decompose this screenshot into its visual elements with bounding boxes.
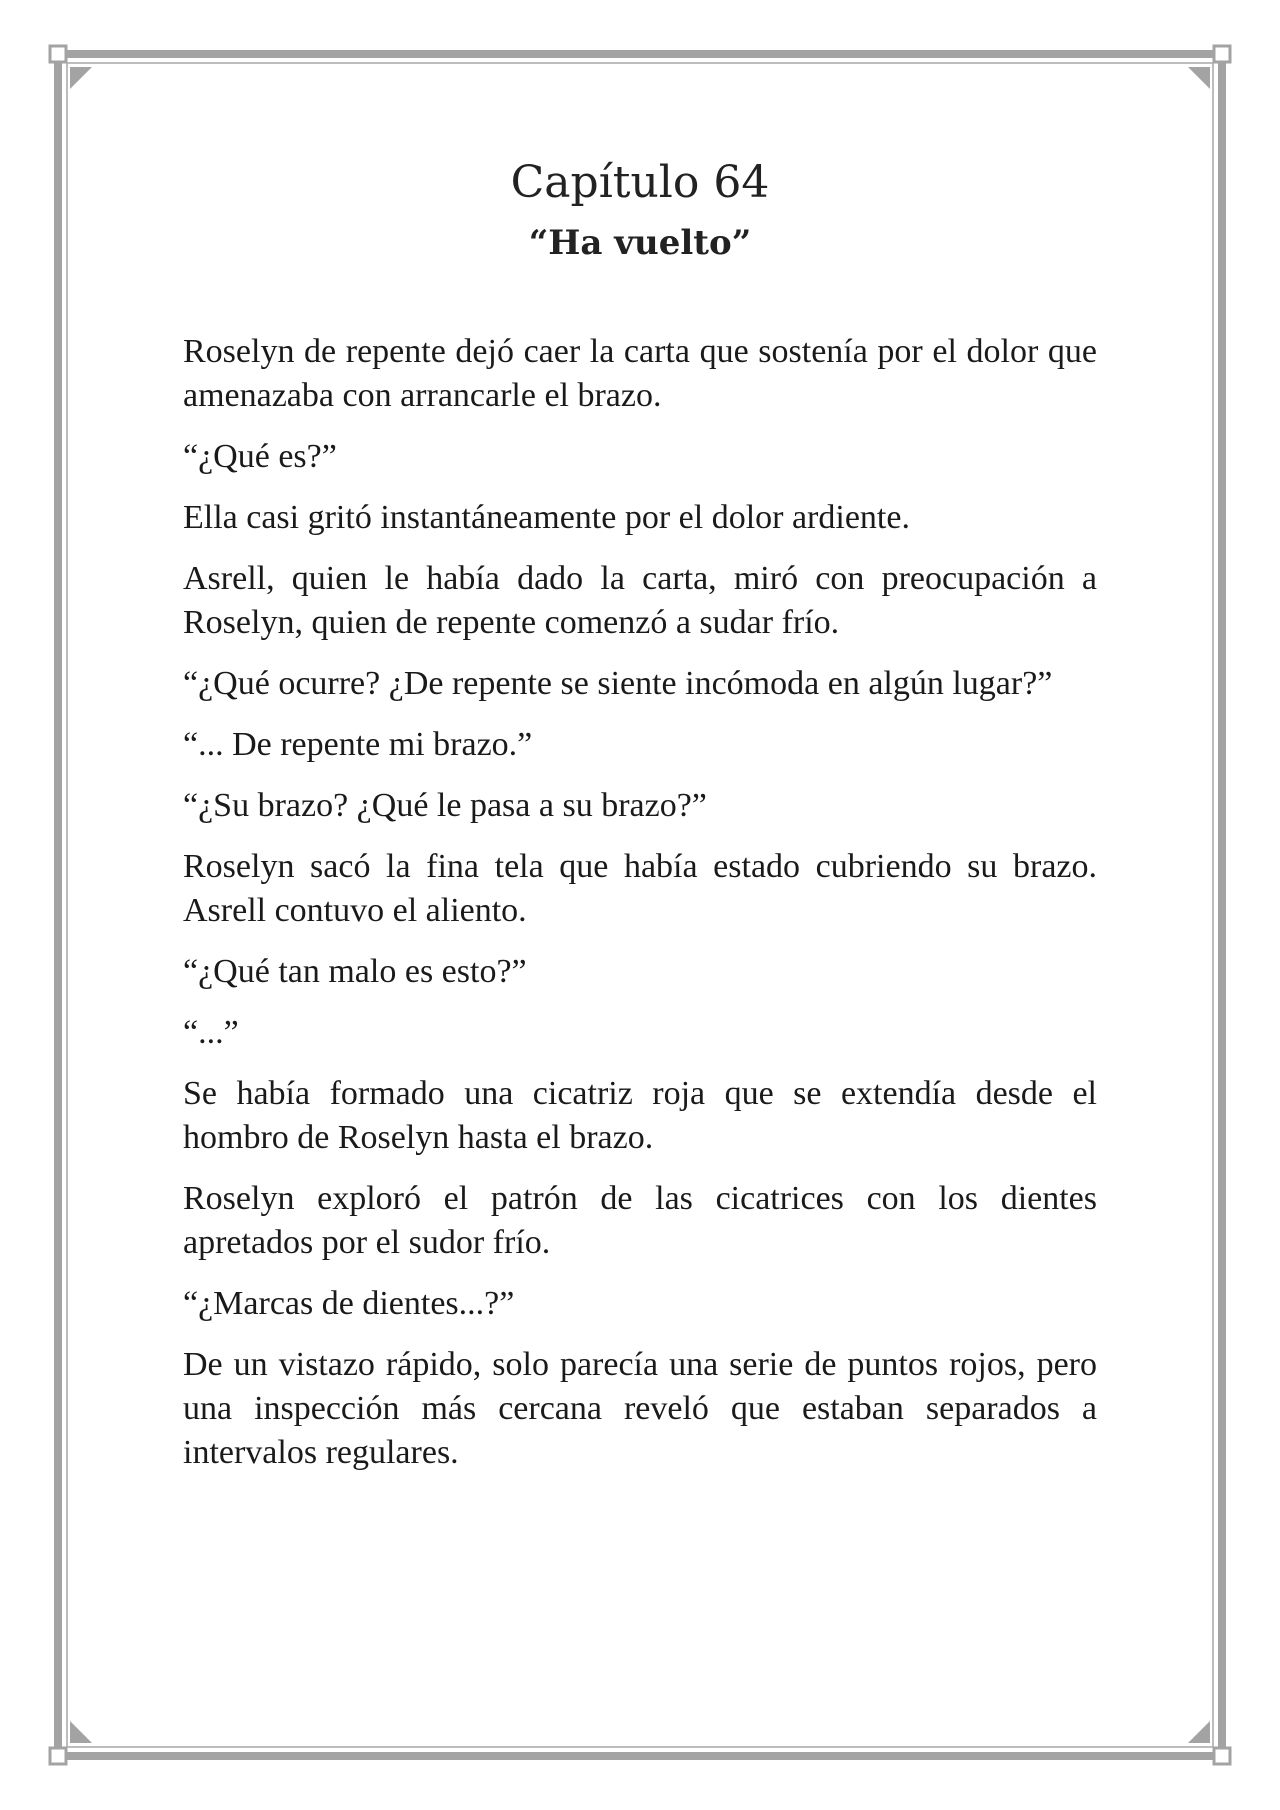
chapter-body: [183, 330, 1097, 1475]
paragraph: Roselyn sacó la fina tela que había estado cubriendo su brazo. Asrell contuvo el aliento.: [183, 848, 1097, 929]
paragraph: De un vistazo rápido, solo parecía una serie de puntos rojos, pero una inspección más cercana reveló que estaban separados a intervalos regulares.: [183, 1346, 1097, 1471]
chapter-page: [183, 150, 1097, 1492]
paragraph: “¿Qué tan malo es esto?”: [183, 953, 527, 990]
paragraph: “... De repente mi brazo.”: [183, 726, 533, 763]
chapter-subtitle: “Ha vuelto”: [528, 223, 752, 263]
paragraph: “¿Su brazo? ¿Qué le pasa a su brazo?”: [183, 787, 707, 824]
paragraph: Roselyn exploró el patrón de las cicatrices con los dientes apretados por el sudor frío.: [183, 1180, 1097, 1261]
paragraph: Roselyn de repente dejó caer la carta que sostenía por el dolor que amenazaba con arrancarle el brazo.: [183, 333, 1097, 414]
paragraph: “¿Qué es?”: [183, 438, 337, 475]
chapter-title: Capítulo 64: [510, 157, 770, 208]
paragraph: Ella casi gritó instantáneamente por el dolor ardiente.: [183, 499, 910, 536]
paragraph: “¿Qué ocurre? ¿De repente se siente incómoda en algún lugar?”: [183, 665, 1053, 702]
paragraph: “...”: [183, 1014, 239, 1051]
paragraph: Se había formado una cicatriz roja que se extendía desde el hombro de Roselyn hasta el brazo.: [183, 1075, 1097, 1156]
paragraph: Asrell, quien le había dado la carta, miró con preocupación a Roselyn, quien de repente comenzó a sudar frío.: [183, 560, 1097, 641]
paragraph: “¿Marcas de dientes...?”: [183, 1285, 515, 1322]
